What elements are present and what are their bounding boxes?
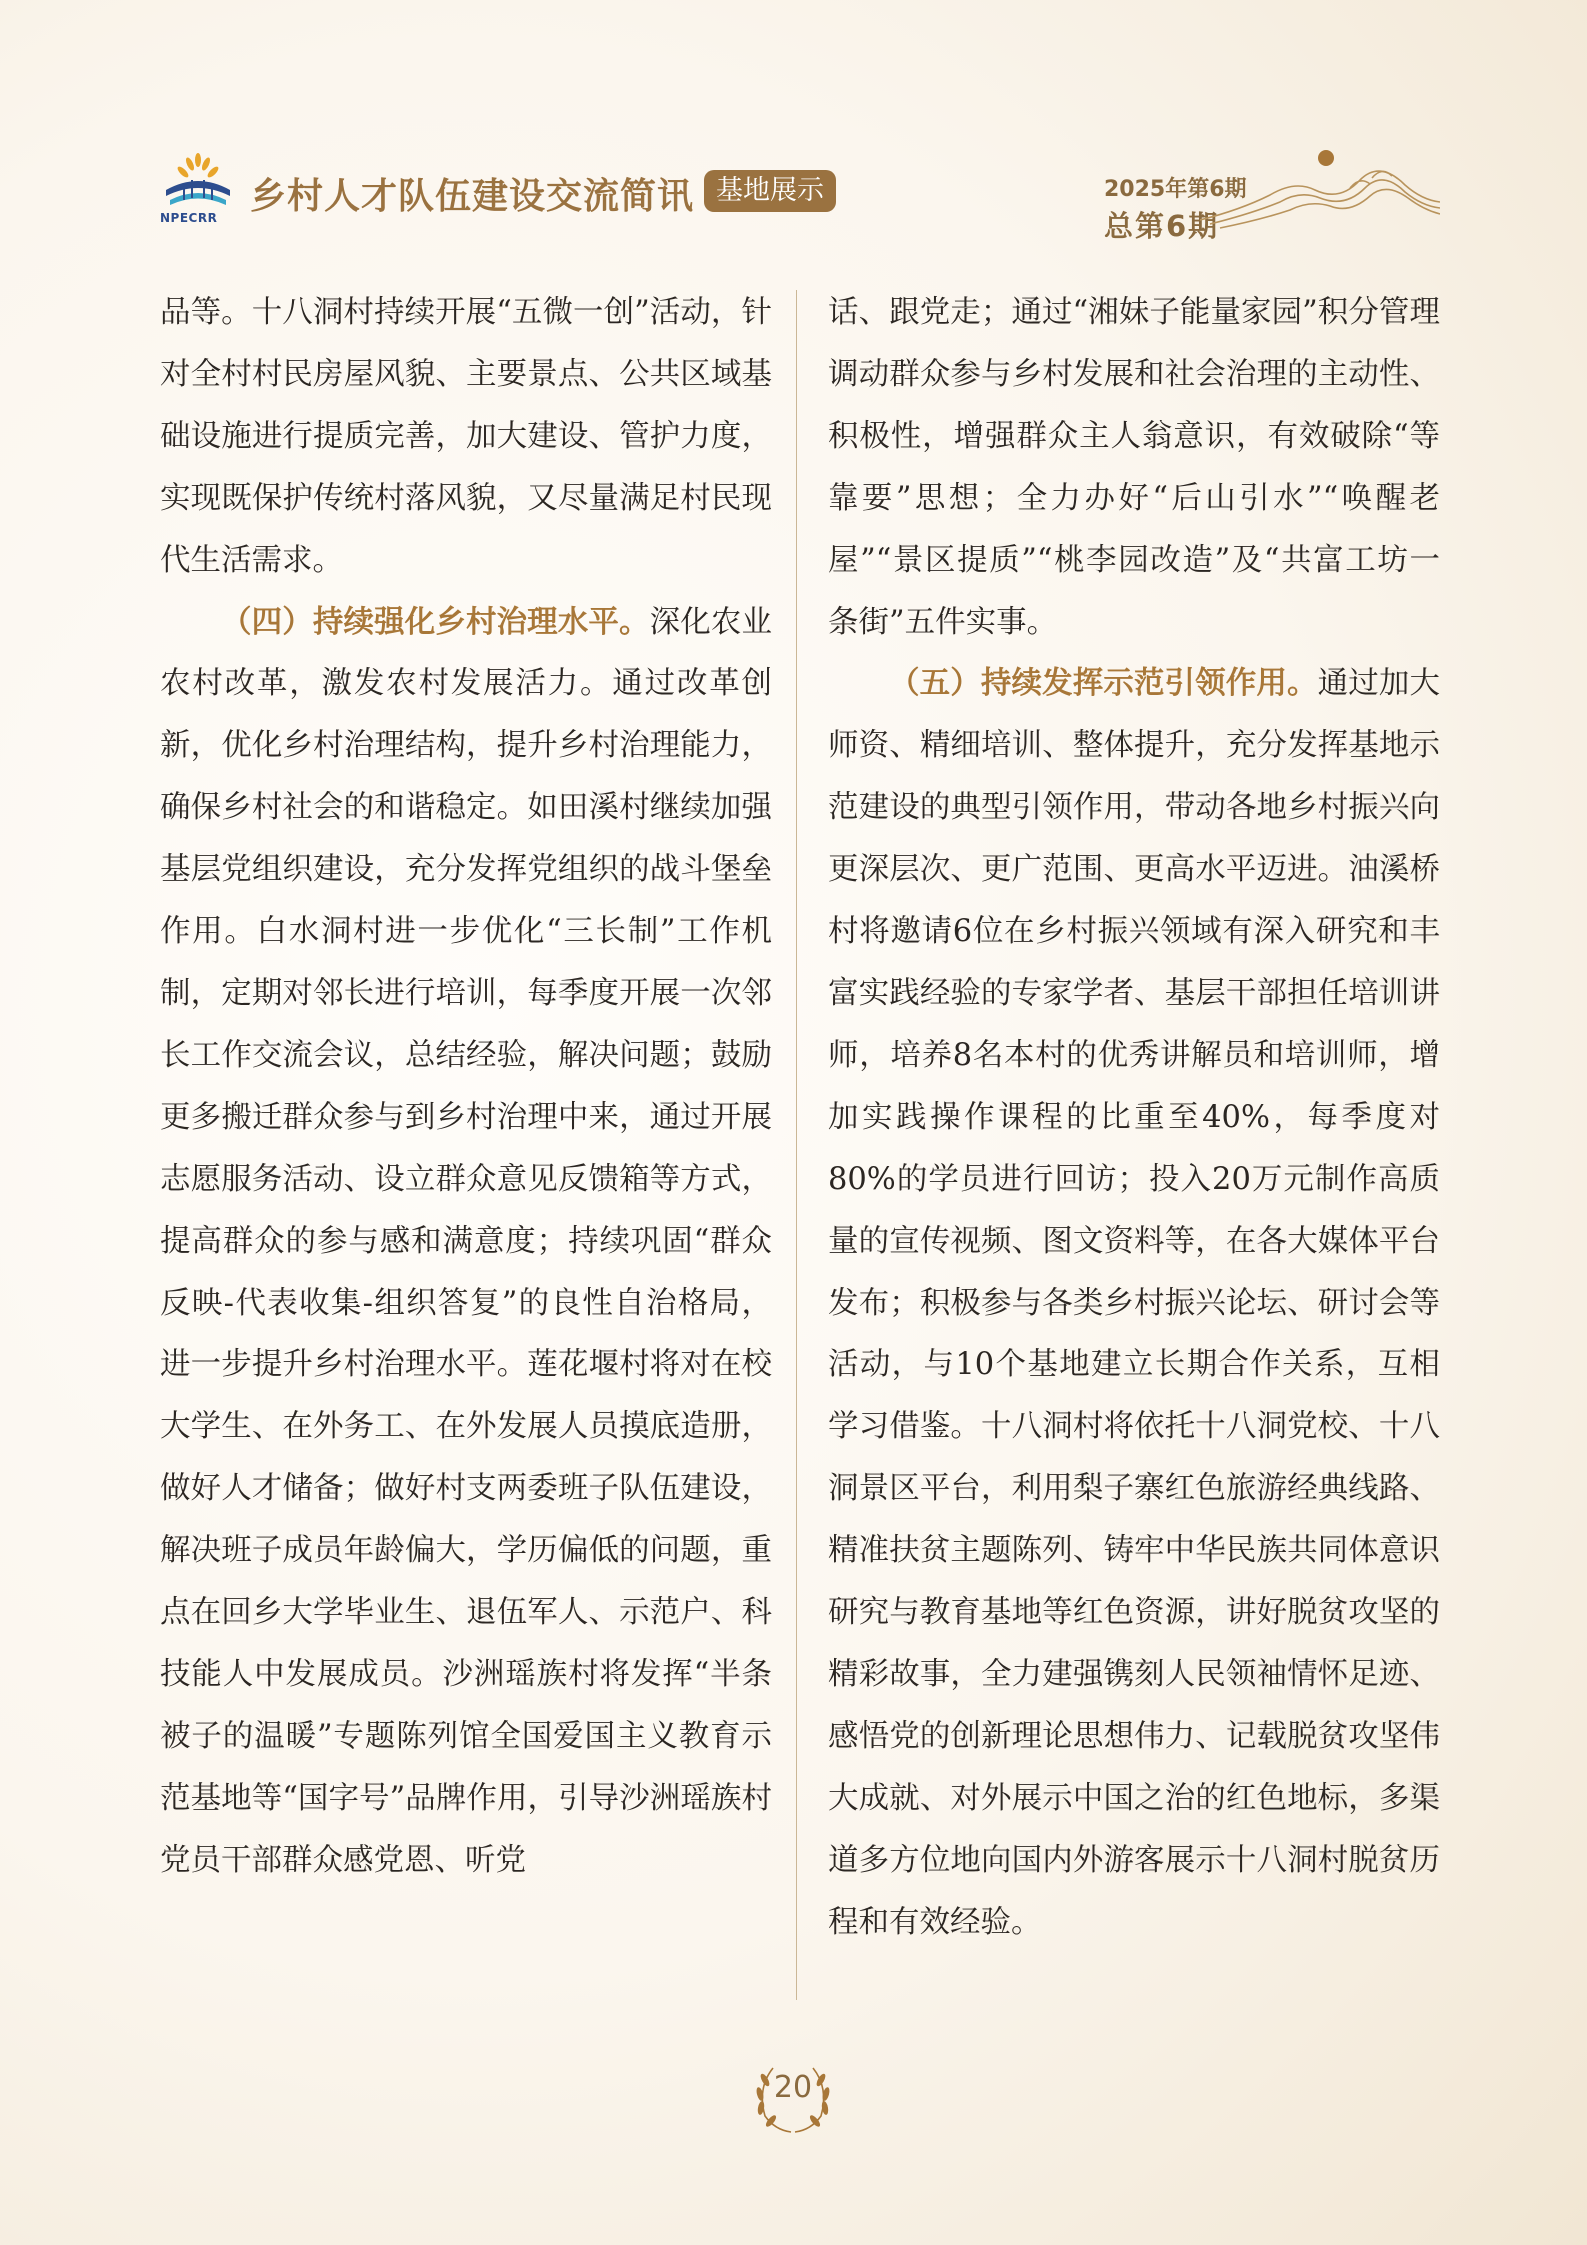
- page-number-block: [743, 2058, 843, 2138]
- issue-year: 2025年第6期: [1104, 177, 1247, 202]
- left-paragraph-1: 品等。十八洞村持续开展“五微一创”活动，针对全村村民房屋风貌、主要景点、公共区域基础设施进行提质完善，加大建设、管护力度，实现既保护传统村落风貌，又尽量满足村民现代生活需求。: [160, 295, 772, 578]
- page-header: [0, 0, 1587, 260]
- publication-title: 乡村人才队伍建设交流简讯: [250, 176, 695, 217]
- right-paragraph-2-body: 通过加大师资、精细培训、整体提升，充分发挥基地示范建设的典型引领作用，带动各地乡村振兴向更深层次、更广范围、更高水平迈进。油溪桥村将邀请6位在乡村振兴领域有深入研究和丰富实践经验的专家学者、基层干部担任培训讲师，培养8名本村的优秀讲解员和培训师，增加实践操作课程的比重至40%，每季度对80%的学员进行回访；投入20万元制作高质量的宣传视频、图文资料等，在各大媒体平台发布；积极参与各类乡村振兴论坛、研讨会等活动，与10个基地建立长期合作关系，互相学习借鉴。十八洞村将依托十八洞党校、十八洞景区平台，利用梨子寨红色旅游经典线路、精准扶贫主题陈列、铸牢中华民族共同体意识研究与教育基地等红色资源，讲好脱贫攻坚的精彩故事，全力建强镌刻人民领袖情怀足迹、感悟党的创新理论思想伟力、记载脱贫攻坚伟大成就、对外展示中国之治的红色地标，多渠道多方位地向国内外游客展示十八洞村脱贫历程和有效经验。: [828, 666, 1441, 1940]
- right-paragraph-2: [828, 653, 1440, 1953]
- mountain-sun-decoration-icon: [1200, 140, 1440, 230]
- issue-total: 总第6期: [1104, 209, 1220, 243]
- section-heading-5: （五）持续发挥示范引领作用。: [889, 665, 1318, 702]
- right-paragraph-1: 话、跟党走；通过“湘妹子能量家园”积分管理调动群众参与乡村发展和社会治理的主动性、积极性，增强群众主人翁意识，有效破除“等靠要”思想；全力办好“后山引水”“唤醒老屋”“景区提质”“桃李园改造”及“共富工坊一条街”五件实事。: [828, 295, 1440, 640]
- right-column: [828, 282, 1440, 1953]
- left-paragraph-2: [160, 592, 772, 1892]
- section-heading-4: （四）持续强化乡村治理水平。: [221, 603, 650, 640]
- logo-text: NPECRR: [160, 211, 218, 225]
- left-column: [160, 282, 772, 1892]
- npecrr-logo-icon: [158, 150, 238, 220]
- left-paragraph-2-body: 深化农业农村改革，激发农村发展活力。通过改革创新，优化乡村治理结构，提升乡村治理能力，确保乡村社会的和谐稳定。如田溪村继续加强基层党组织建设，充分发挥党组织的战斗堡垒作用。白水洞村进一步优化“三长制”工作机制，定期对邻长进行培训，每季度开展一次邻长工作交流会议，总结经验，解决问题；鼓励更多搬迁群众参与到乡村治理中来，通过开展志愿服务活动、设立群众意见反馈箱等方式，提高群众的参与感和满意度；持续巩固“群众反映-代表收集-组织答复”的良性自治格局，进一步提升乡村治理水平。莲花堰村将对在校大学生、在外务工、在外发展人员摸底造册，做好人才储备；做好村支两委班子队伍建设，解决班子成员年龄偏大，学历偏低的问题，重点在回乡大学毕业生、退伍军人、示范户、科技能人中发展成员。沙洲瑶族村将发挥“半条被子的温暖”专题陈列馆全国爱国主义教育示范基地等“国字号”品牌作用，引导沙洲瑶族村党员干部群众感党恩、听党: [160, 604, 773, 1878]
- column-divider: [796, 290, 797, 2000]
- page-number: 20: [773, 2070, 813, 2105]
- section-badge: 基地展示: [704, 170, 836, 212]
